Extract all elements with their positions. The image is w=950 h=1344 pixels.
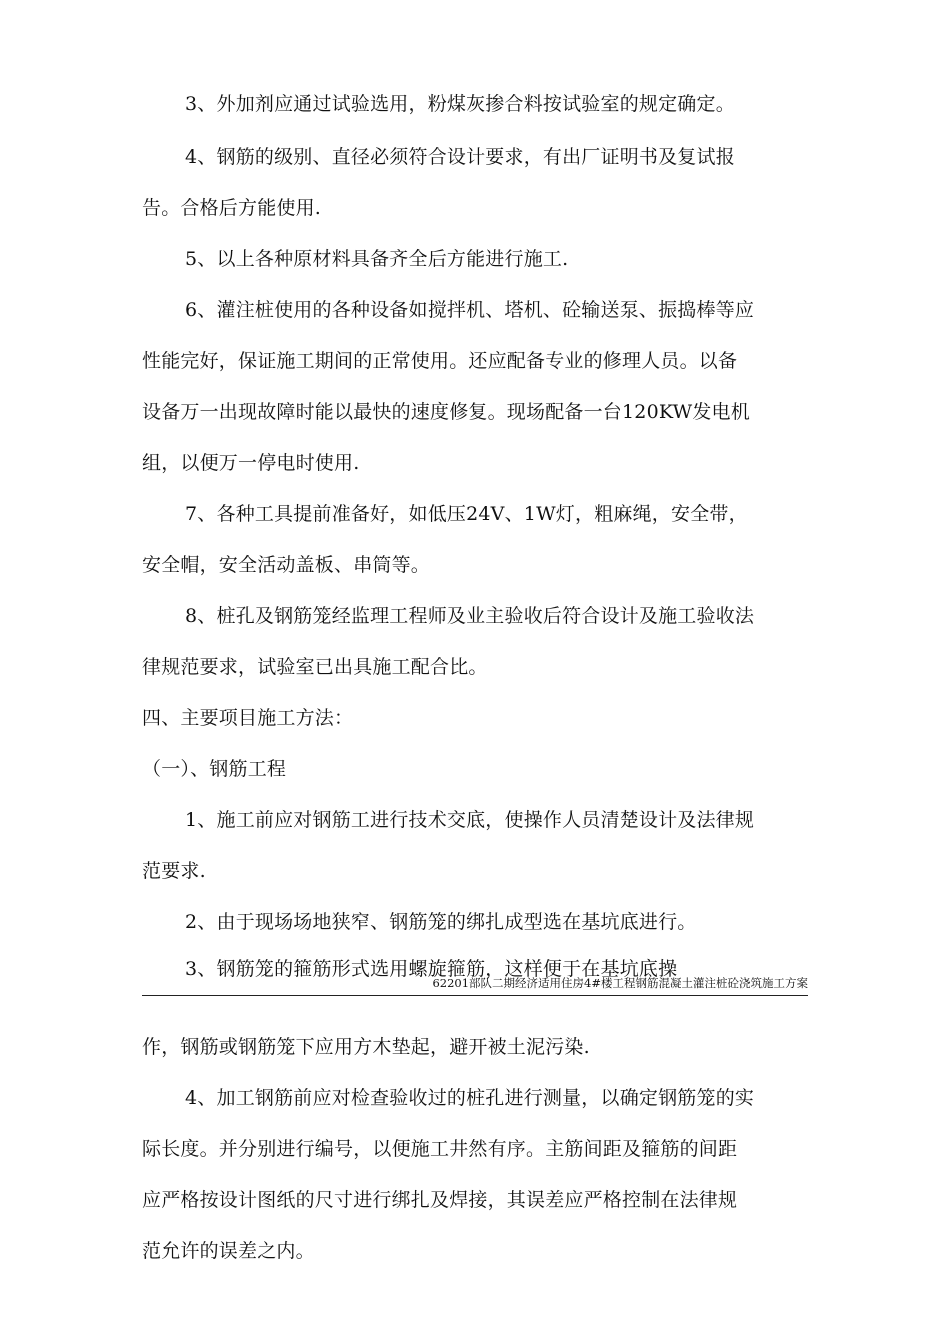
paragraph-line: 3、外加剂应通过试验选用，粉煤灰掺合料按试验室的规定确定。 bbox=[185, 93, 735, 115]
paragraph-line: 应严格按设计图纸的尺寸进行绑扎及焊接，其误差应严格控制在法律规 bbox=[142, 1189, 738, 1211]
paragraph-line: 范要求. bbox=[142, 860, 206, 882]
paragraph-line: 作，钢筋或钢筋笼下应用方木垫起，避开被土泥污染. bbox=[142, 1036, 590, 1058]
paragraph-line: 5、以上各种原材料具备齐全后方能进行施工. bbox=[185, 248, 569, 270]
paragraph-line: 4、加工钢筋前应对检查验收过的桩孔进行测量，以确定钢筋笼的实 bbox=[185, 1087, 755, 1109]
paragraph-line: 范允许的误差之内。 bbox=[142, 1240, 315, 1262]
paragraph-line: 2、由于现场场地狭窄、钢筋笼的绑扎成型选在基坑底进行。 bbox=[185, 911, 697, 933]
paragraph-line: 告。合格后方能使用. bbox=[142, 197, 322, 219]
paragraph-line: 7、各种工具提前准备好，如低压24V、1W灯，粗麻绳，安全带， bbox=[185, 503, 748, 525]
paragraph-line: 1、施工前应对钢筋工进行技术交底，使操作人员清楚设计及法律规 bbox=[185, 809, 755, 831]
paragraph-line: 性能完好，保证施工期间的正常使用。还应配备专业的修理人员。以备 bbox=[142, 350, 738, 372]
paragraph-line: 3、钢筋笼的箍筋形式选用螺旋箍筋，这样便于在基坑底操 bbox=[185, 958, 678, 980]
page-divider bbox=[142, 995, 808, 996]
running-head: 62201部队二期经济适用住房4#楼工程钢筋混凝土灌注桩砼浇筑施工方案 bbox=[432, 976, 808, 990]
paragraph-line: 8、桩孔及钢筋笼经监理工程师及业主验收后符合设计及施工验收法 bbox=[185, 605, 755, 627]
section-heading: 四、主要项目施工方法： bbox=[142, 707, 354, 729]
subsection-heading: （一）、钢筋工程 bbox=[142, 758, 287, 780]
paragraph-line: 6、灌注桩使用的各种设备如搅拌机、塔机、砼输送泵、振捣棒等应 bbox=[185, 299, 755, 321]
paragraph-line: 际长度。并分别进行编号，以便施工井然有序。主筋间距及箍筋的间距 bbox=[142, 1138, 738, 1160]
paragraph-line: 律规范要求，试验室已出具施工配合比。 bbox=[142, 656, 488, 678]
paragraph-line: 4、钢筋的级别、直径必须符合设计要求，有出厂证明书及复试报 bbox=[185, 146, 735, 168]
paragraph-line: 组，以便万一停电时使用. bbox=[142, 452, 360, 474]
paragraph-line: 安全帽，安全活动盖板、串筒等。 bbox=[142, 554, 431, 576]
paragraph-line: 设备万一出现故障时能以最快的速度修复。现场配备一台120KW发电机 bbox=[142, 401, 750, 423]
